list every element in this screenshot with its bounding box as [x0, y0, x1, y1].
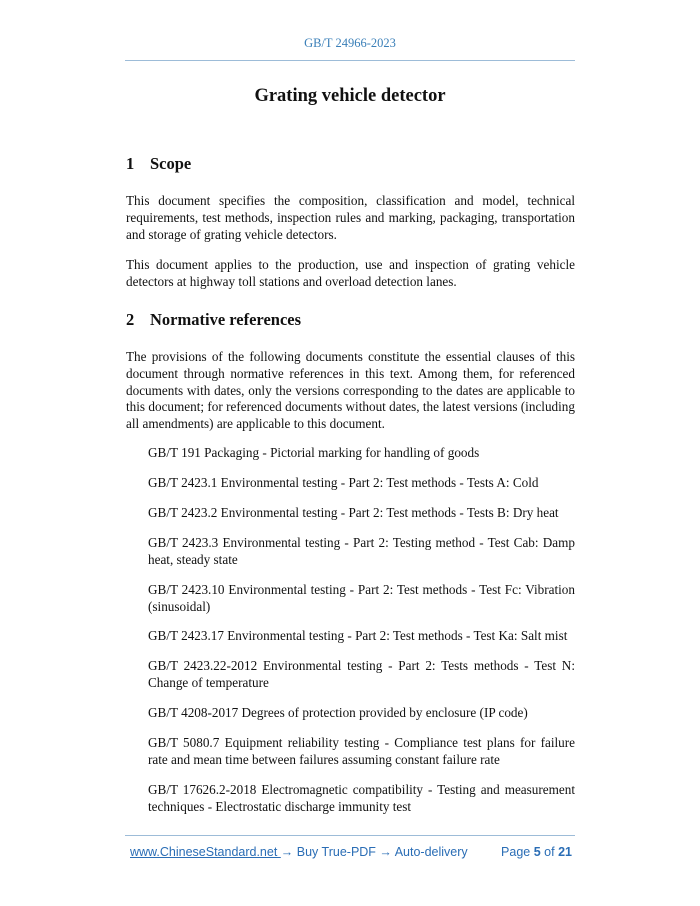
running-header: GB/T 24966-2023	[304, 36, 396, 50]
footer-promo: → Buy True-PDF → Auto-delivery	[280, 845, 468, 859]
section-heading-scope	[126, 154, 191, 174]
section-number: 1	[126, 154, 135, 173]
page-of: of	[544, 845, 555, 859]
reference-item: GB/T 2423.1 Environmental testing - Part 2: Test methods - Tests A: Cold	[148, 475, 539, 490]
reference-item: GB/T 2423.10 Environmental testing - Part 2: Test methods - Test Fc: Vibration (sinusoidal)	[148, 582, 575, 614]
reference-item: GB/T 5080.7 Equipment reliability testing - Compliance test plans for failure rate and mean time between failures assuming constant failure rate	[148, 735, 575, 767]
paragraph: This document specifies the composition, classification and model, technical requirements, test methods, inspection rules and marking, packaging, transportation and storage of grating vehicle detectors.	[126, 193, 575, 242]
footer-divider	[125, 835, 575, 836]
section-heading-normative-references	[126, 310, 301, 330]
reference-item: GB/T 191 Packaging - Pictorial marking for handling of goods	[148, 445, 480, 460]
section-number: 2	[126, 310, 135, 329]
section-title: Normative references	[150, 310, 302, 329]
reference-item: GB/T 17626.2-2018 Electromagnetic compatibility - Testing and measurement techniques - Electrostatic discharge immunity test	[148, 782, 575, 814]
page-label: Page	[501, 845, 531, 859]
reference-item: GB/T 4208-2017 Degrees of protection provided by enclosure (IP code)	[148, 705, 528, 720]
reference-item: GB/T 2423.22-2012 Environmental testing - Part 2: Tests methods - Test N: Change of temperature	[148, 658, 575, 690]
document-title: Grating vehicle detector	[254, 86, 446, 106]
footer-left	[130, 845, 468, 859]
reference-item: GB/T 2423.2 Environmental testing - Part 2: Test methods - Tests B: Dry heat	[148, 505, 559, 520]
website-link[interactable]: www.ChineseStandard.net	[130, 845, 281, 859]
paragraph: The provisions of the following documents constitute the essential clauses of this document through normative references in this text. Among them, for referenced documents with dates, only the versions corresponding to the dates are applicable to this document; for referenced documents without dates, the latest versions (including all amendments) are applicable to this document.	[126, 349, 575, 432]
page-total: 21	[558, 845, 572, 859]
page-current: 5	[533, 845, 541, 859]
paragraph: This document applies to the production, use and inspection of grating vehicle detectors at highway toll stations and overload detection lanes.	[126, 257, 575, 289]
reference-item: GB/T 2423.17 Environmental testing - Part 2: Test methods - Test Ka: Salt mist	[148, 628, 568, 643]
page-indicator	[501, 845, 572, 859]
page-footer	[130, 845, 572, 859]
section-title: Scope	[150, 154, 192, 173]
header-divider	[125, 60, 575, 61]
reference-item: GB/T 2423.3 Environmental testing - Part 2: Testing method - Test Cab: Damp heat, steady state	[148, 535, 575, 567]
